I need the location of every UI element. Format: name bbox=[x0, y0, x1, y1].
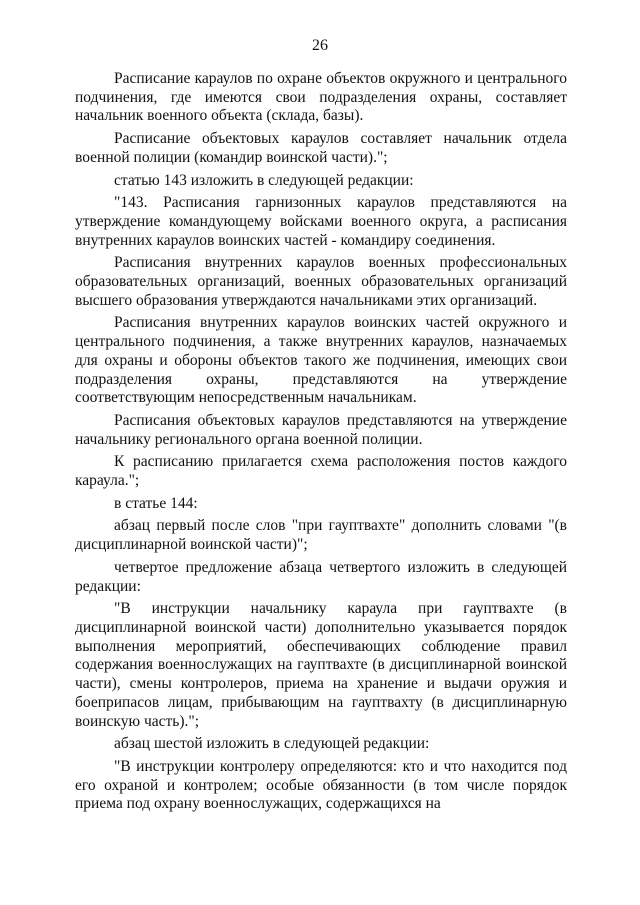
paragraph-5: Расписания внутренних караулов военных профессиональных образовательных организаций, военных образовательных организаций высшего образования утверждаются начальниками этих организаций. bbox=[75, 254, 567, 309]
paragraph-14: "В инструкции контролеру определяются: кто и что находится под его охраной и контролем; особые обязанности (в том числе порядок приема под охрану военнослужащих, содержащихся на bbox=[75, 757, 567, 813]
paragraph-9: в статье 144: bbox=[114, 494, 198, 512]
paragraph-2: Расписание объектовых караулов составляет начальник отдела военной полиции (командир воинской части)."; bbox=[75, 130, 567, 166]
paragraph-7: Расписания объектовых караулов представляются на утверждение начальнику регионального органа военной полиции. bbox=[75, 411, 567, 448]
paragraph-6: Расписания внутренних караулов воинских частей окружного и центрального подчинения, а также внутренних караулов, назначаемых для охраны и обороны объектов такого же подчинения, имеющих свои подразделения охраны, представляются на утверждение соответствующим непосредственным начальникам. bbox=[75, 314, 567, 407]
paragraph-10: абзац первый после слов "при гауптвахте" дополнить словами "(в дисциплинарной воинской части)"; bbox=[75, 517, 567, 554]
paragraph-3: статью 143 изложить в следующей редакции: bbox=[114, 171, 414, 189]
paragraph-11: четвертое предложение абзаца четвертого изложить в следующей редакции: bbox=[75, 558, 567, 595]
paragraph-13: абзац шестой изложить в следующей редакции: bbox=[114, 735, 430, 753]
document-body bbox=[75, 70, 567, 814]
paragraph-1: Расписание караулов по охране объектов окружного и центрального подчинения, где имеются свои подразделения охраны, составляет начальник военного объекта (склада, базы). bbox=[75, 70, 567, 125]
paragraph-12: "В инструкции начальнику караула при гауптвахте (в дисциплинарной воинской части) дополнительно указывается порядок выполнения мероприятий, обеспечивающих соблюдение правил содержания военнослужащих на гауптвахте (в дисциплинарной воинской части), смены контролеров, приема на хранение и выдачи оружия и боеприпасов лицам, прибывающим на гауптвахту (в дисциплинарную воинскую часть)."; bbox=[75, 600, 567, 730]
paragraph-8: К расписанию прилагается схема расположения постов каждого караула."; bbox=[75, 453, 567, 490]
page-number: 26 bbox=[312, 37, 328, 54]
paragraph-4: "143. Расписания гарнизонных караулов представляются на утверждение командующему войсками военного округа, а расписания внутренних караулов воинских частей - командиру соединения. bbox=[75, 194, 567, 249]
